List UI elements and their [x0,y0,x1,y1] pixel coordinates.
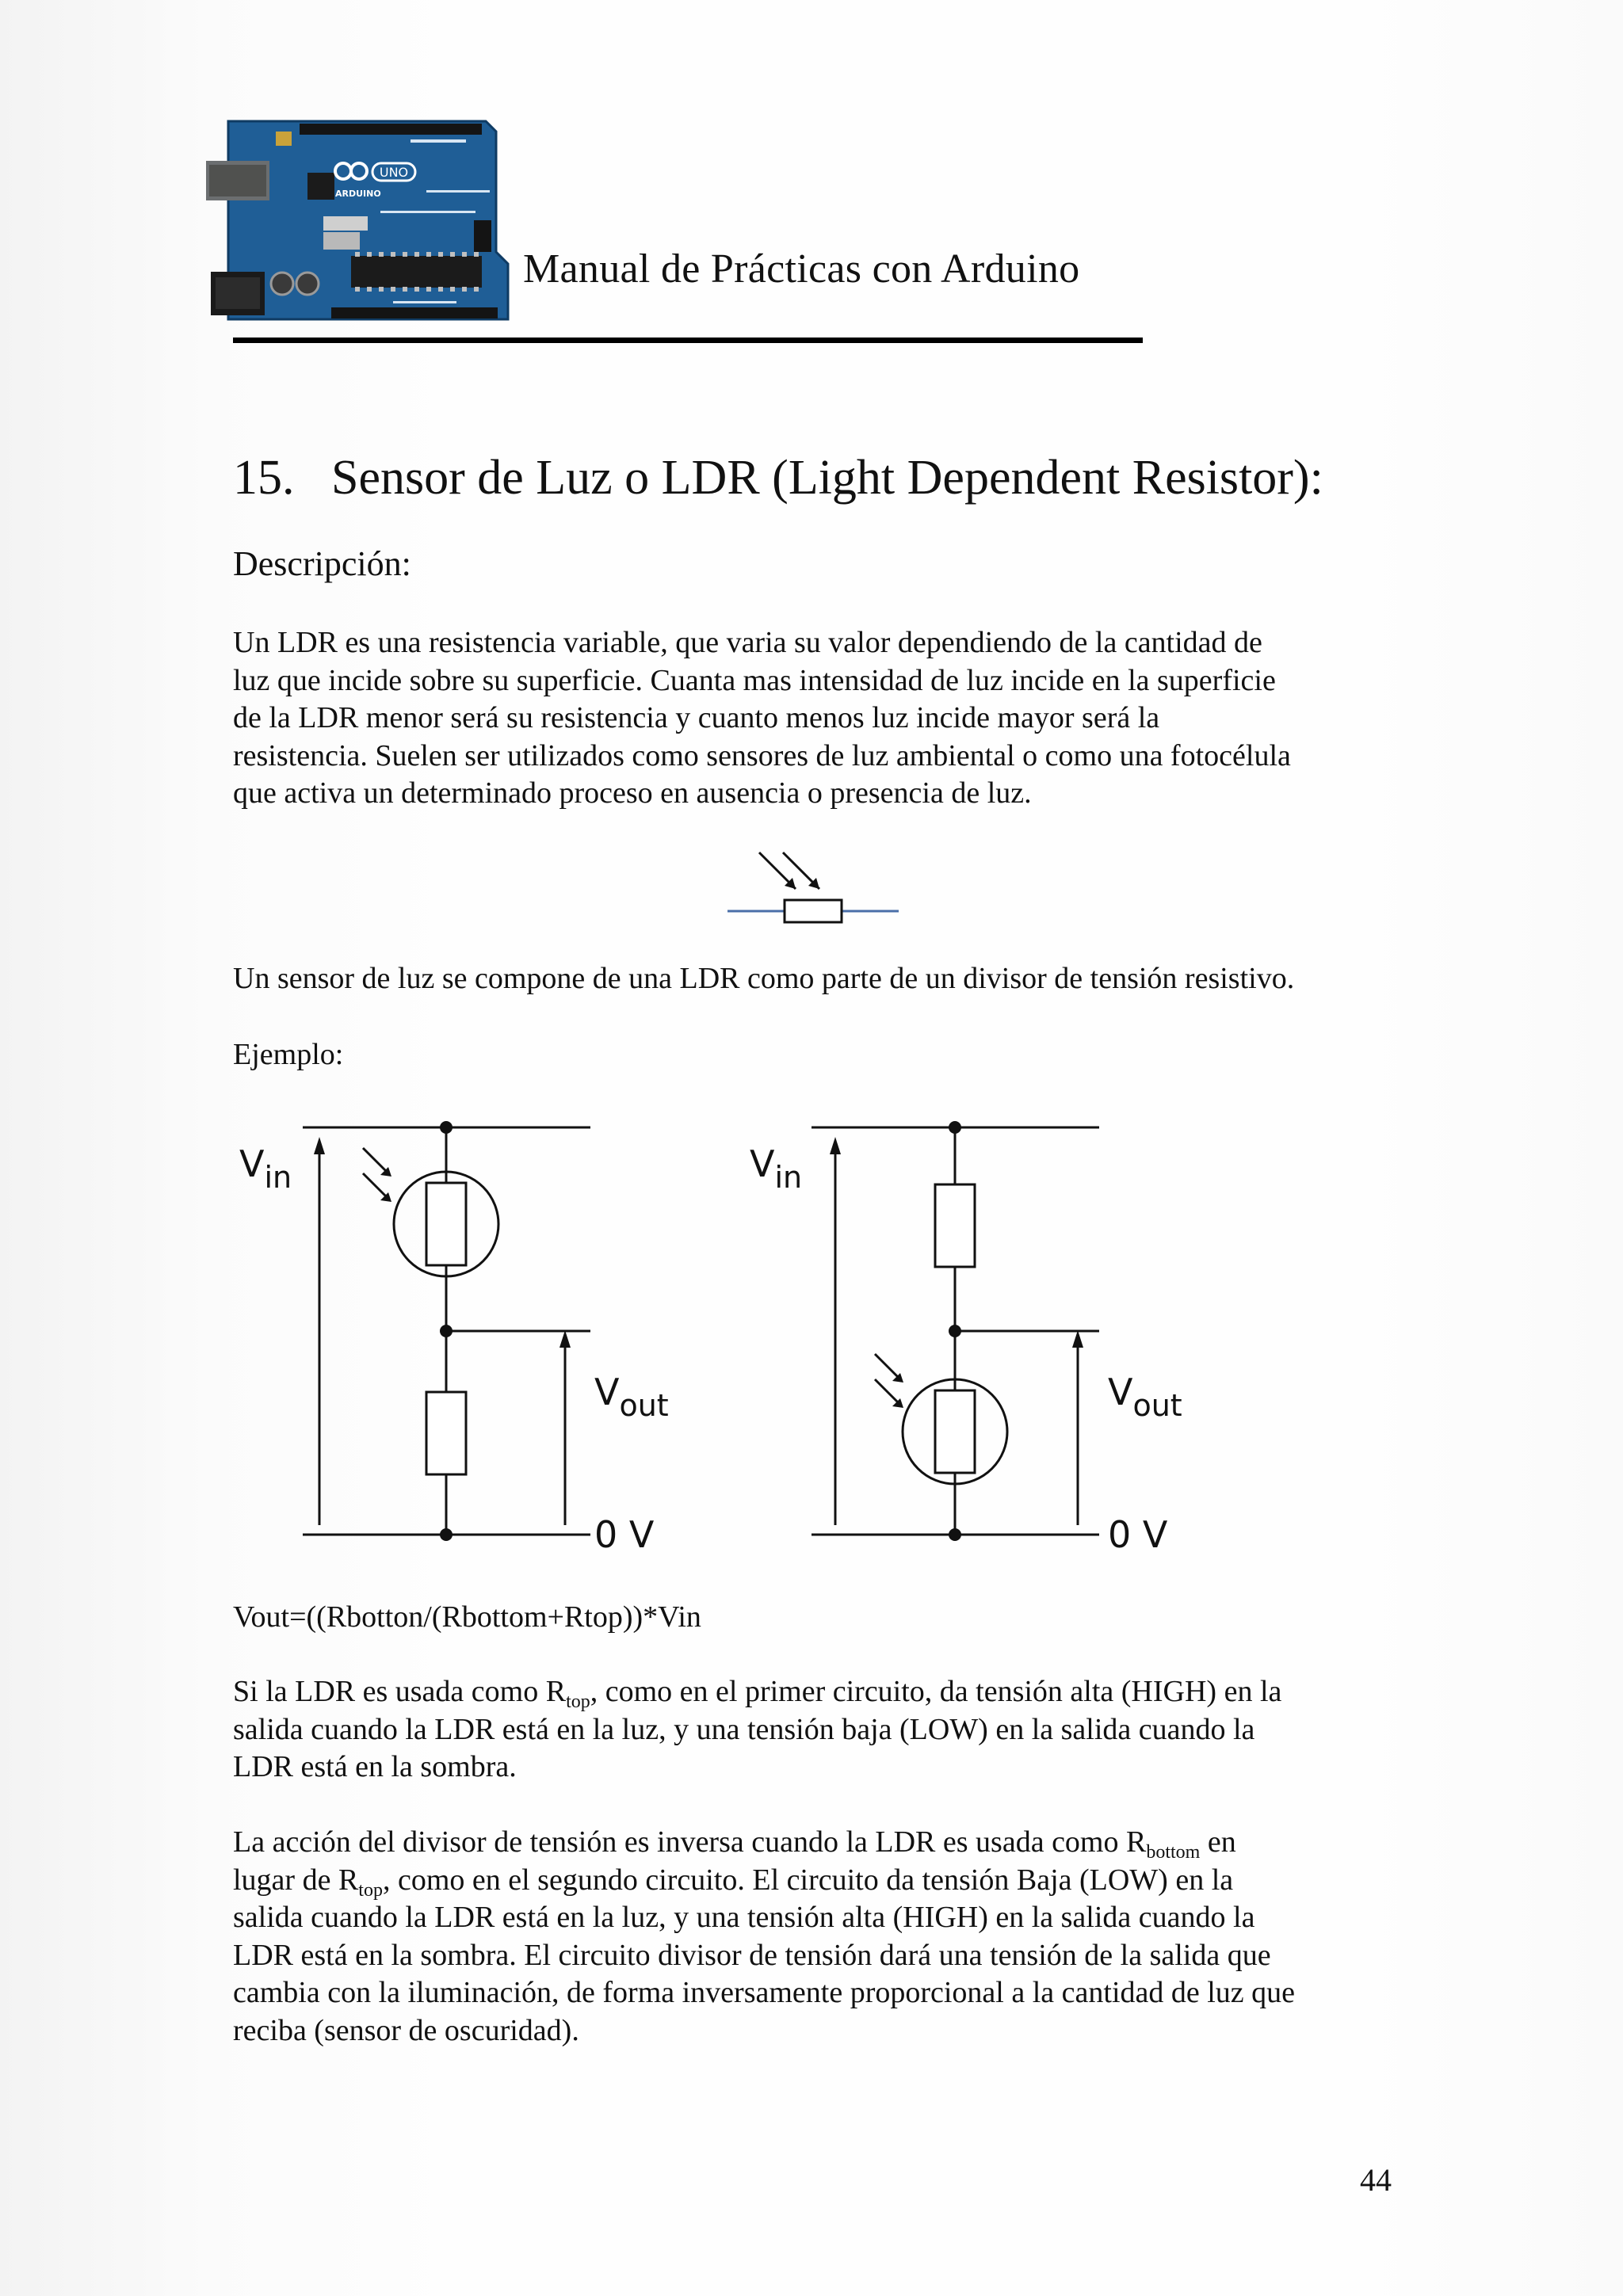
rtop-line1-end: , como en el primer circuito, da tensión alta (HIGH) en la [590,1675,1282,1708]
ground-label: 0 V [1108,1513,1168,1556]
rtop-subscript: top [358,1879,383,1901]
description-line: que activa un determinado proceso en ausencia o presencia de luz. [233,776,1032,810]
rbottom-line4: LDR está en la sombra. El circuito divisor de tensión dará una tensión de la salida que [233,1938,1271,1972]
fixed-resistor [935,1184,975,1267]
vout-label: V [594,1371,620,1413]
header-title: Manual de Prácticas con Arduino [523,246,1080,292]
ground-label: 0 V [594,1513,655,1556]
vout-label: V [1108,1371,1133,1413]
vin-label: V [239,1142,265,1185]
subheading-descripcion: Descripción: [233,544,411,583]
rtop-subscript: top [566,1691,590,1712]
ldr-resistor [426,1183,466,1265]
rbottom-subscript: bottom [1146,1842,1201,1863]
vout-subscript: out [619,1388,669,1423]
rtop-paragraph [233,1673,1406,1787]
rbottom-paragraph [233,1824,1406,2050]
svg-text:Vout [594,1371,669,1423]
description-line: de la LDR menor será su resistencia y cuanto menos luz incide mayor será la [233,701,1160,734]
section-title [233,450,1323,506]
rbottom-line3: salida cuando la LDR está en la luz, y una tensión alta (HIGH) en la salida cuando la [233,1901,1255,1934]
rbottom-line1-end: en [1200,1825,1236,1859]
rtop-line1-start: Si la LDR es usada como R [233,1675,567,1708]
vin-label: V [750,1142,775,1185]
svg-text:Vin [239,1142,292,1195]
description-line: Un LDR es una resistencia variable, que varia su valor dependiendo de la cantidad de [233,626,1262,659]
circuit-ldr-bottom-diagram [739,1113,1198,1561]
fixed-resistor [426,1392,466,1474]
example-label: Ejemplo: [233,1038,344,1071]
circuit-ldr-top-diagram [230,1113,689,1561]
svg-text:Vout [1108,1371,1182,1423]
rbottom-line6: reciba (sensor de oscuridad). [233,2013,579,2047]
arduino-board-image [204,117,521,322]
rbottom-line2-start: lugar de R [233,1863,359,1897]
description-line: resistencia. Suelen ser utilizados como sensores de luz ambiental o como una fotocélula [233,738,1291,772]
description-line: luz que incide sobre su superficie. Cuanta mas intensidad de luz incide en la superficie [233,663,1276,697]
section-title-text: Sensor de Luz o LDR (Light Dependent Resistor): [331,451,1323,505]
rbottom-line1-start: La acción del divisor de tensión es inversa cuando la LDR es usada como R [233,1825,1147,1859]
board-brand-text: ARDUINO [335,189,381,199]
ldr-symbol-diagram [724,846,902,932]
ldr-resistor-body [785,900,842,922]
rbottom-line2-end: , como en el segundo circuito. El circuito da tensión Baja (LOW) en la [382,1863,1234,1897]
vin-subscript: in [774,1160,803,1195]
ldr-resistor [935,1390,975,1473]
description-paragraph [233,624,1406,813]
intro-paragraph: Un sensor de luz se compone de una LDR como parte de un divisor de tensión resistivo. [233,962,1295,995]
board-logo-text: UNO [379,165,409,180]
page-number: 44 [1360,2162,1392,2198]
rbottom-line5: cambia con la iluminación, de forma inversamente proporcional a la cantidad de luz que [233,1976,1296,2009]
vout-subscript: out [1132,1388,1182,1423]
rtop-line2: salida cuando la LDR está en la luz, y una tensión baja (LOW) en la salida cuando la [233,1712,1255,1746]
svg-text:Vin [750,1142,802,1195]
header-rule [233,338,1143,343]
formula: Vout=((Rbotton/(Rbottom+Rtop))*Vin [233,1600,701,1634]
rtop-line3: LDR está en la sombra. [233,1750,517,1783]
section-number: 15. [233,451,295,505]
vin-subscript: in [264,1160,292,1195]
